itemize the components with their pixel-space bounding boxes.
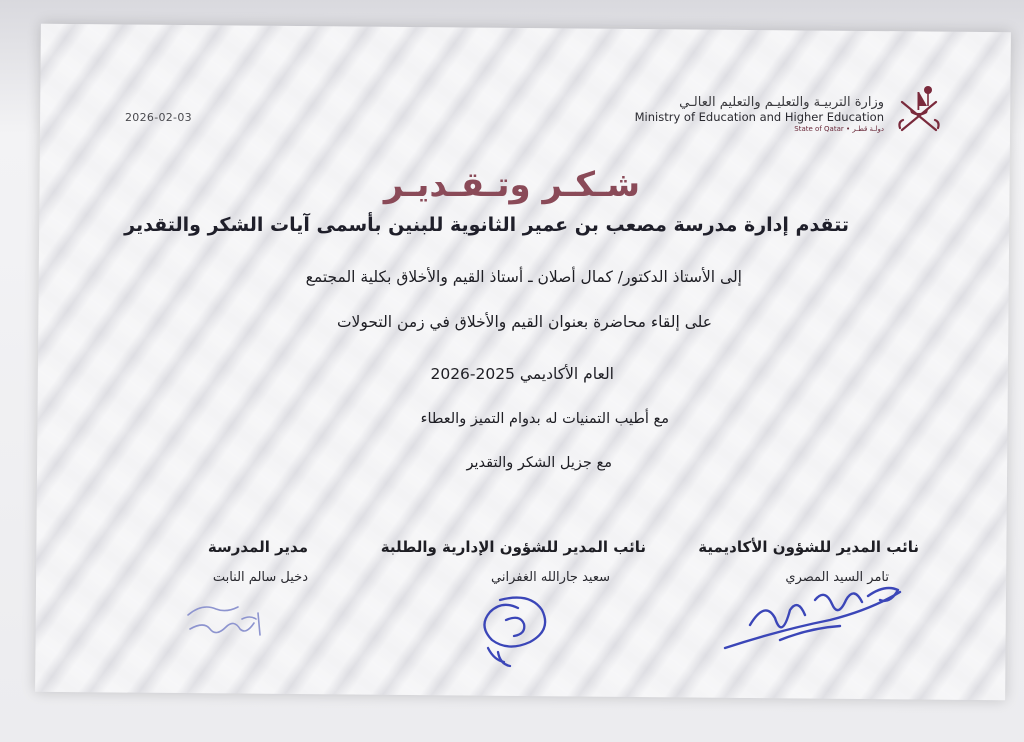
signatory-title-principal: مدير المدرسة: [207, 538, 308, 556]
ministry-name-arabic: وزارة التربيـة والتعليـم والتعليم العالـي: [679, 95, 884, 110]
signatory-title-administrative: نائب المدير للشؤون الإدارية والطلبة: [380, 538, 646, 556]
signature-administrative: [470, 590, 555, 670]
wishes-line: مع أطيب التمنيات له بدوام التميز والعطاء: [420, 411, 669, 427]
certificate-intro: تتقدم إدارة مدرسة مصعب بن عمير الثانوية للبنين بأسمى آيات الشكر والتقدير: [124, 214, 849, 236]
signature-academic: [720, 580, 910, 655]
ministry-name-english: Ministry of Education and Higher Education: [634, 110, 884, 124]
signatory-name-academic: تامر السيد المصري: [785, 570, 889, 585]
signature-principal: [180, 595, 270, 640]
state-label: State of Qatar • دولـة قطـر: [794, 125, 884, 133]
qatar-emblem-icon: [894, 80, 944, 140]
signatory-name-administrative: سعيد جارالله الغفراني: [491, 570, 610, 585]
signatory-title-academic: نائب المدير للشؤون الأكاديمية: [698, 538, 919, 556]
academic-year-line: العام الأكاديمي 2025-2026: [430, 365, 614, 383]
ministry-header: [624, 96, 884, 134]
recipient-line: إلى الأستاذ الدكتور/ كمال أصلان ـ أستاذ القيم والأخلاق بكلية المجتمع: [305, 268, 742, 286]
issue-date: 2026-02-03: [125, 111, 192, 124]
certificate-title: شـكـر وتـقـديـر: [383, 165, 641, 205]
lecture-line: على إلقاء محاضرة بعنوان القيم والأخلاق في زمن التحولات: [336, 313, 712, 331]
signatory-name-principal: دخيل سالم النابت: [212, 570, 308, 585]
thanks-line: مع جزيل الشكر والتقدير: [466, 455, 612, 471]
